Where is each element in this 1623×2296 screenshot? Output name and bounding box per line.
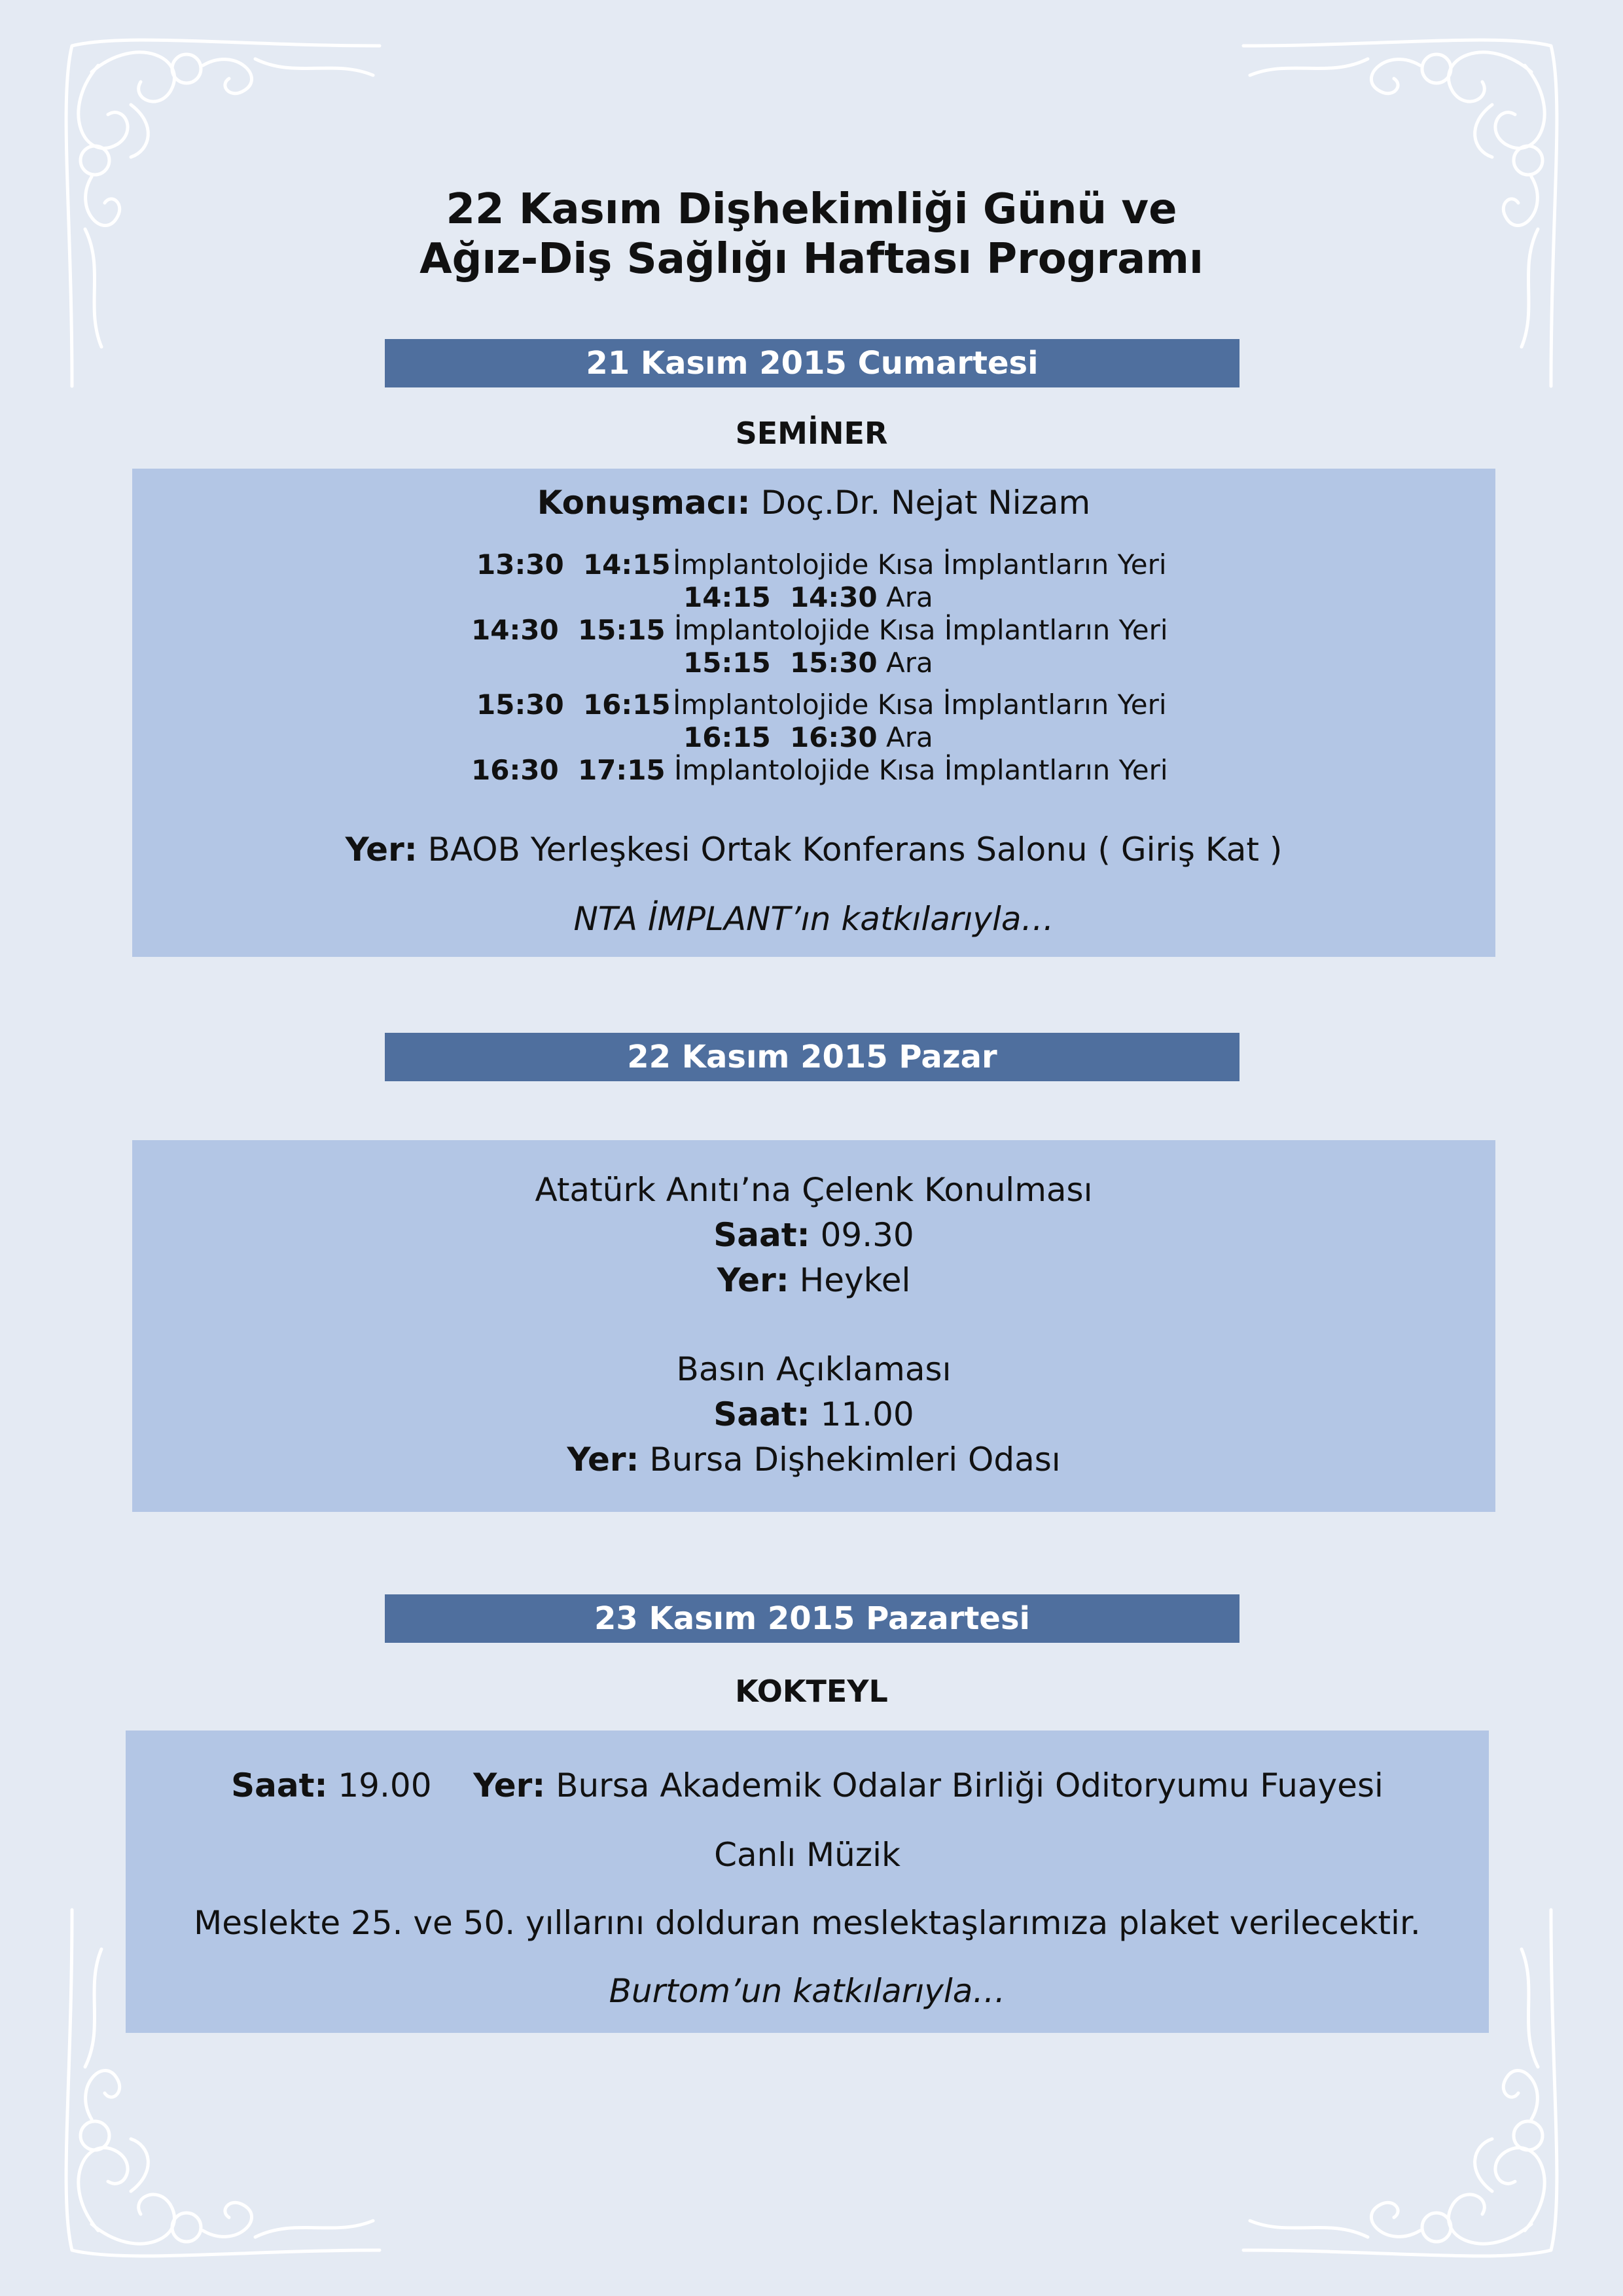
cocktail-place-label: Yer: [473, 1767, 546, 1804]
schedule-row: 14:30 15:15 İmplantolojide Kısa İmplantların Yeri [471, 614, 1168, 646]
schedule-row: 16:30 17:15 İmplantolojide Kısa İmplantların Yeri [471, 754, 1168, 786]
day3-heading: KOKTEYL [735, 1674, 888, 1709]
day3-date-bar: 23 Kasım 2015 Pazartesi [385, 1594, 1240, 1643]
event1-place: Heykel [799, 1261, 911, 1299]
event2-time: 11.00 [820, 1395, 914, 1433]
event1-time-line [132, 1214, 1495, 1256]
speaker-label: Konuşmacı: [537, 484, 751, 522]
schedule-row: 15:15 15:30 Ara [683, 647, 933, 679]
cocktail-time-place-line [126, 1765, 1489, 1806]
event1-time-label: Saat: [713, 1216, 810, 1254]
schedule-topic: İmplantolojide Kısa İmplantların Yeri [674, 614, 1168, 646]
page-title-line-2: Ağız-Diş Sağlığı Haftası Programı [419, 235, 1204, 283]
event1-time: 09.30 [820, 1216, 914, 1254]
event2-place: Bursa Dişhekimleri Odası [649, 1441, 1061, 1479]
cocktail-time: 19.00 [338, 1767, 432, 1804]
page-title [0, 185, 1623, 284]
event1-name: Atatürk Anıtı’na Çelenk Konulması [535, 1171, 1093, 1209]
schedule-topic: Ara [886, 721, 933, 753]
page-title-line-1: 22 Kasım Dişhekimliği Günü ve [446, 185, 1177, 234]
day1-panel [132, 469, 1495, 957]
schedule-topic: Ara [886, 581, 933, 613]
sponsor-line: Burtom’un katkılarıyla… [609, 1972, 1006, 2010]
schedule-row: 15:30 16:15İmplantolojide Kısa İmplantların Yeri [476, 689, 1167, 721]
event2-time-line [132, 1393, 1495, 1435]
day3-panel [126, 1731, 1489, 2033]
speaker-name: Doç.Dr. Nejat Nizam [760, 484, 1091, 522]
day1-heading: SEMİNER [735, 416, 888, 451]
schedule-row: 14:15 14:30 Ara [683, 581, 933, 613]
day2-panel [132, 1140, 1495, 1512]
cocktail-place: Bursa Akademik Odalar Birliği Oditoryumu Fuayesi [556, 1767, 1383, 1804]
event1-place-line [132, 1259, 1495, 1301]
cocktail-time-label: Saat: [231, 1767, 328, 1804]
schedule-topic: İmplantolojide Kısa İmplantların Yeri [674, 754, 1168, 786]
event1-place-label: Yer: [717, 1261, 789, 1299]
schedule-row: 13:30 14:15İmplantolojide Kısa İmplantların Yeri [476, 548, 1167, 581]
music-line: Canlı Müzik [714, 1836, 901, 1874]
place-label: Yer: [345, 831, 418, 869]
schedule-topic: İmplantolojide Kısa İmplantların Yeri [673, 689, 1167, 721]
schedule-topic: İmplantolojide Kısa İmplantların Yeri [673, 548, 1167, 581]
event2-place-line [132, 1439, 1495, 1480]
sponsor-line: NTA İMPLANT’ın katkılarıyla… [573, 900, 1054, 938]
speaker-line [132, 482, 1495, 524]
event2-place-label: Yer: [567, 1441, 639, 1479]
place-line [132, 829, 1495, 870]
event2-time-label: Saat: [713, 1395, 810, 1433]
event2-name: Basın Açıklaması [676, 1350, 952, 1388]
day2-date-bar: 22 Kasım 2015 Pazar [385, 1033, 1240, 1081]
plaque-note: Meslekte 25. ve 50. yıllarını dolduran meslektaşlarımıza plaket verilecektir. [194, 1904, 1421, 1942]
place-value: BAOB Yerleşkesi Ortak Konferans Salonu ( Giriş Kat ) [427, 831, 1283, 869]
schedule-topic: Ara [886, 647, 933, 679]
day1-date-bar: 21 Kasım 2015 Cumartesi [385, 339, 1240, 387]
schedule-row: 16:15 16:30 Ara [683, 721, 933, 753]
